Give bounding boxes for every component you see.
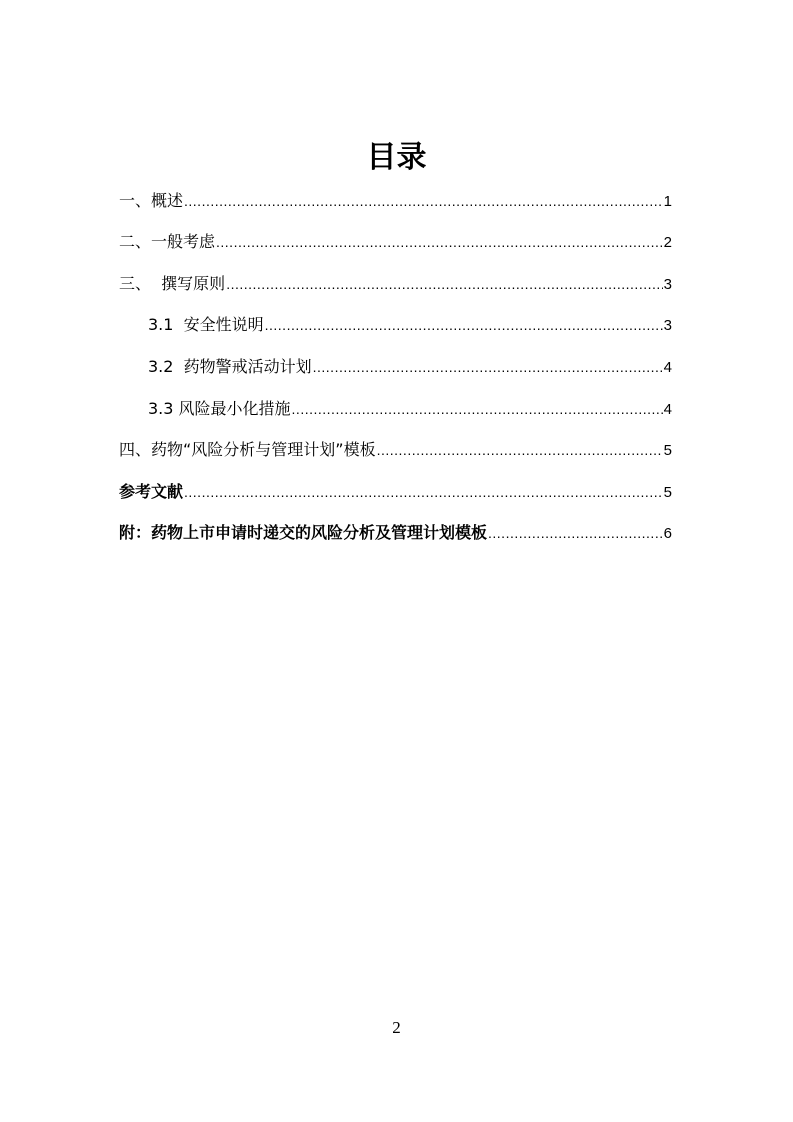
toc-entry-label: 参考文献 <box>119 482 184 501</box>
toc-entry-writing-principles[interactable] <box>119 272 672 296</box>
toc-entry-page: 2 <box>663 234 672 251</box>
toc-entry-label: 3.3 风险最小化措施 <box>148 399 291 418</box>
toc-entry-label: 三、 撰写原则 <box>119 274 226 293</box>
toc-entry-template[interactable] <box>119 438 672 462</box>
toc-leader-dots <box>184 480 663 504</box>
toc-leader-dots <box>184 189 663 213</box>
toc-entry-label: 四、药物“风险分析与管理计划”模板 <box>119 440 376 459</box>
toc-leader-dots <box>216 230 663 254</box>
toc-entry-page: 4 <box>663 401 672 418</box>
toc-entry-page: 4 <box>663 359 672 376</box>
toc-entry-references[interactable] <box>119 480 672 504</box>
toc-leader-dots <box>226 272 662 296</box>
page-number: 2 <box>392 1018 401 1037</box>
toc-entry-label: 一、概述 <box>119 191 184 210</box>
toc-entry-appendix[interactable] <box>119 521 672 545</box>
toc-entry-page: 1 <box>663 193 672 210</box>
toc-entry-safety-description[interactable] <box>148 313 672 337</box>
toc-entry-overview[interactable] <box>119 189 672 213</box>
toc-entry-label: 附：药物上市申请时递交的风险分析及管理计划模板 <box>119 523 488 542</box>
toc-leader-dots <box>292 397 663 421</box>
toc-leader-dots <box>265 313 663 337</box>
toc-leader-dots <box>488 521 663 545</box>
toc-entry-page: 5 <box>663 484 672 501</box>
toc-entry-pharmacovigilance-plan[interactable] <box>148 355 672 379</box>
toc-entry-label: 3.2 药物警戒活动计划 <box>148 357 312 376</box>
toc-entry-general-considerations[interactable] <box>119 230 672 254</box>
toc-leader-dots <box>377 438 663 462</box>
toc-entry-label: 二、一般考虑 <box>119 232 216 251</box>
toc-entry-page: 3 <box>663 317 672 334</box>
page-title: 目录 <box>366 140 427 175</box>
toc-entry-label: 3.1 安全性说明 <box>148 315 264 334</box>
toc-entry-risk-minimization[interactable] <box>148 397 672 421</box>
toc-entry-page: 3 <box>663 276 672 293</box>
toc-leader-dots <box>313 355 663 379</box>
toc-entry-page: 6 <box>663 525 672 542</box>
toc-entry-page: 5 <box>663 442 672 459</box>
